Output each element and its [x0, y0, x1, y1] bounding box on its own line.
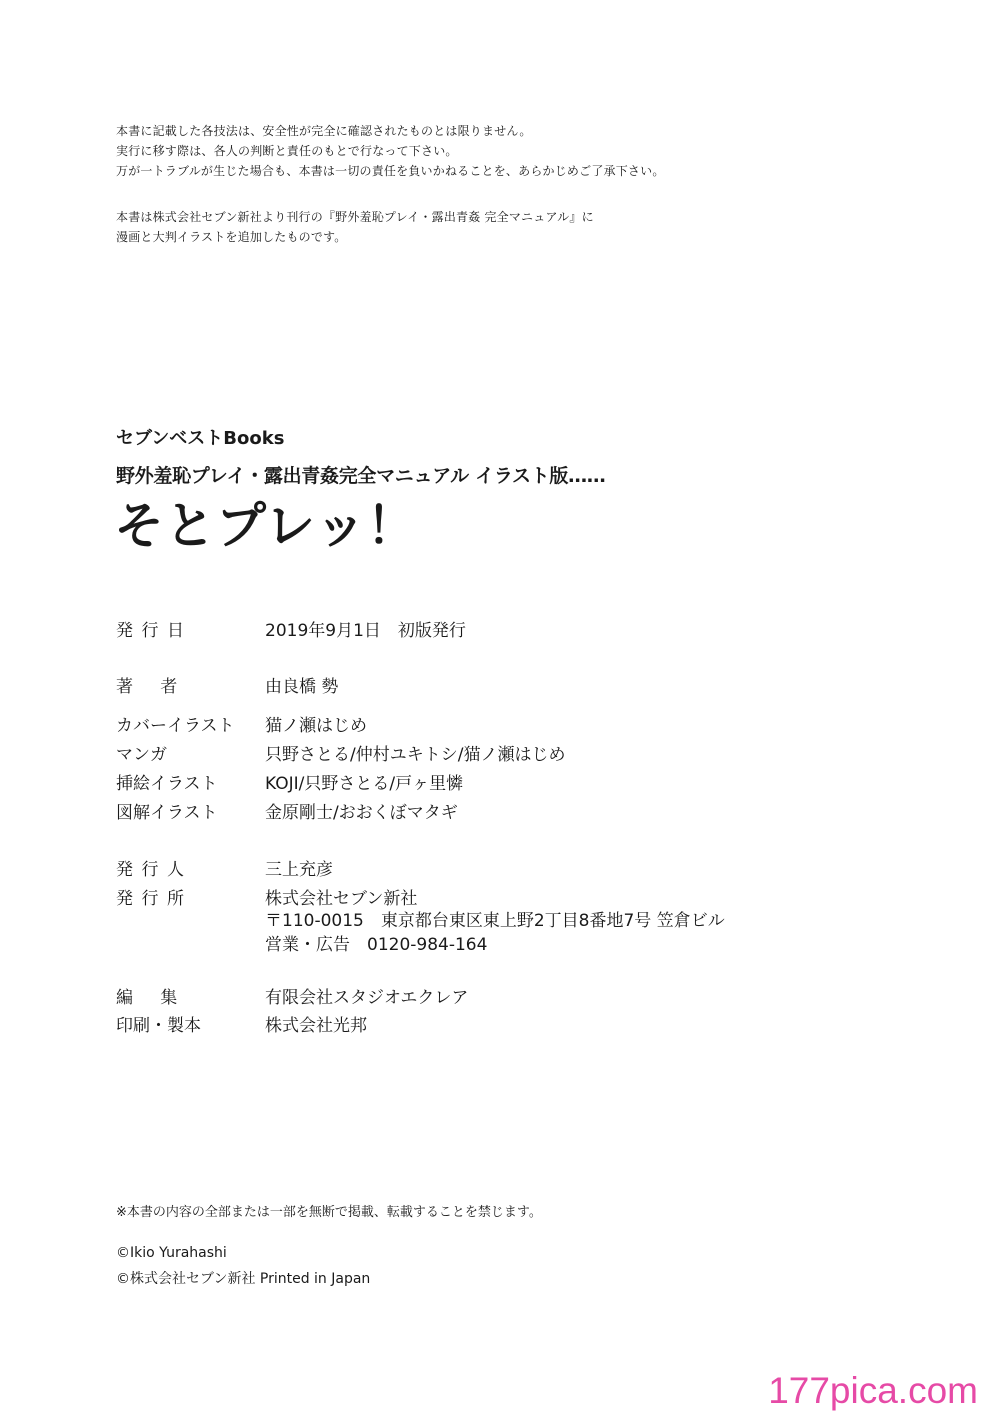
editor-value: 有限会社スタジオエクレア [265, 988, 469, 1008]
issue-date-label: 発行日 [116, 621, 193, 641]
book-subtitle: 野外羞恥プレイ・露出青姦完全マニュアル イラスト版…… [116, 465, 606, 487]
copyright-author: ©Ikio Yurahashi [116, 1245, 227, 1261]
origin-note [116, 207, 594, 247]
origin-note-line: 漫画と大判イラストを追加したものです。 [116, 230, 347, 244]
diagram-value: 金原剛士/おおくぼマタギ [265, 803, 458, 823]
author-value: 由良橋 勢 [265, 677, 339, 697]
illust-value: KOJI/只野さとる/戸ヶ里憐 [265, 774, 464, 794]
origin-note-line: 本書は株式会社セブン新社より刊行の『野外羞恥プレイ・露出青姦 完全マニュアル』に [116, 210, 594, 224]
editor-label: 編集 [116, 988, 205, 1008]
publisher-person-value: 三上充彦 [265, 860, 333, 880]
diagram-label: 図解イラスト [116, 803, 218, 823]
copyright-publisher: ©株式会社セブン新社 Printed in Japan [116, 1271, 371, 1287]
disclaimer [116, 121, 665, 181]
author-label: 著者 [116, 677, 205, 697]
site-watermark: 177pica.com [768, 1370, 978, 1411]
cover-illust-value: 猫ノ瀬はじめ [265, 716, 367, 736]
manga-label: マンガ [116, 745, 167, 765]
series-name: セブンベストBooks [116, 428, 285, 449]
publisher-address: 〒110-0015 東京都台東区東上野2丁目8番地7号 笠倉ビル [265, 911, 725, 931]
issue-date-value: 2019年9月1日 初版発行 [265, 621, 466, 641]
publisher-sales: 営業・広告 0120-984-164 [265, 935, 488, 955]
illust-label: 挿絵イラスト [116, 774, 218, 794]
book-title: そとプレッ！ [114, 497, 418, 555]
print-label: 印刷・製本 [116, 1016, 201, 1036]
print-value: 株式会社光邦 [265, 1016, 367, 1036]
disclaimer-line: 本書に記載した各技法は、安全性が完全に確認されたものとは限りません。 [116, 124, 532, 138]
manga-value: 只野さとる/仲村ユキトシ/猫ノ瀬はじめ [265, 745, 566, 765]
publisher-value: 株式会社セブン新社 [265, 889, 418, 909]
publisher-label: 発行所 [116, 889, 193, 909]
publisher-person-label: 発行人 [116, 860, 193, 880]
cover-illust-label: カバーイラスト [116, 716, 235, 736]
disclaimer-line: 実行に移す際は、各人の判断と責任のもとで行なって下さい。 [116, 144, 458, 158]
disclaimer-line: 万が一トラブルが生じた場合も、本書は一切の責任を負いかねることを、あらかじめご了承下さい。 [116, 164, 665, 178]
reprint-notice: ※本書の内容の全部または一部を無断で掲載、転載することを禁じます。 [116, 1205, 542, 1220]
